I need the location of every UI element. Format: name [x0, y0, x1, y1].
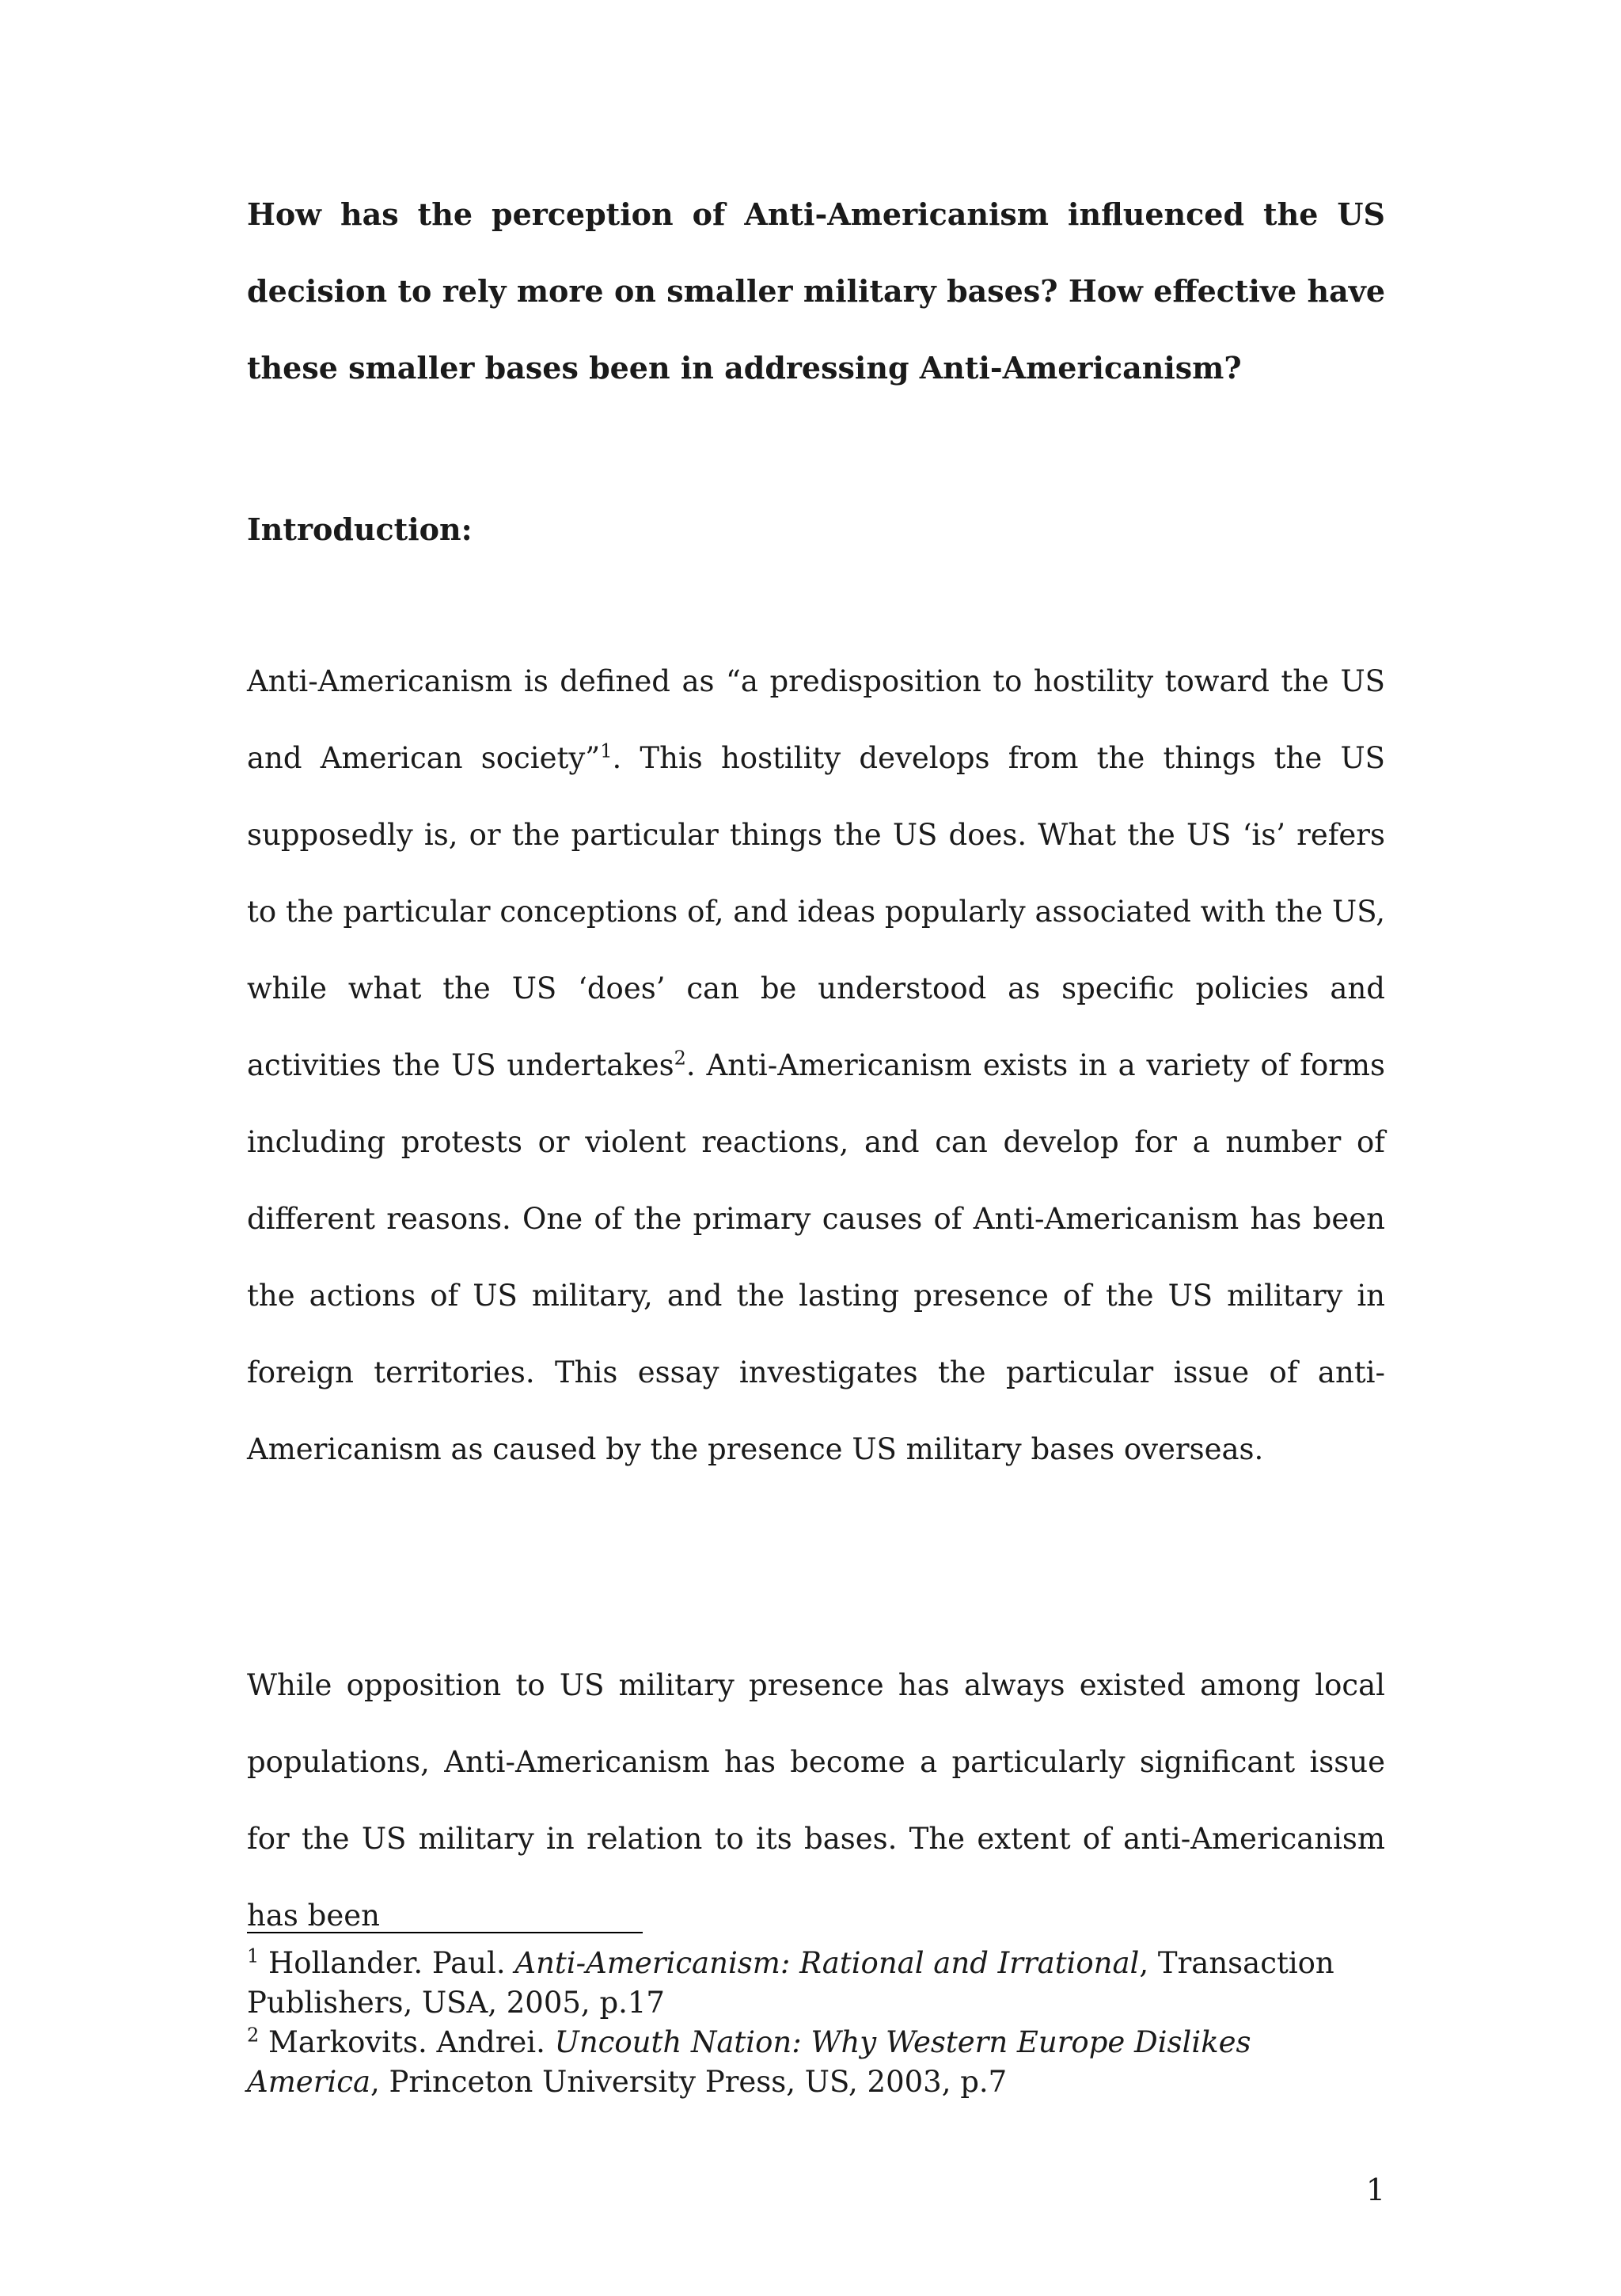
footnote-number: 2	[247, 2024, 260, 2047]
footnote-publication: , Princeton University Press, US, 2003, p.7	[370, 2065, 1008, 2099]
section-heading: Introduction:	[247, 511, 473, 547]
intro-paragraph	[247, 643, 1385, 1488]
footnote-ref-1[interactable]: 1	[600, 739, 613, 762]
intro-text-part1: Anti-Americanism is defined as “a predisposition to hostility toward the US and American society”	[247, 664, 1385, 775]
second-paragraph: While opposition to US military presence has always existed among local populations, Anti-Americanism has become a particularly significant issue for the US military in relation to its bases. The extent of anti-Americanism has been	[247, 1668, 1385, 1933]
footnote-separator	[247, 1932, 643, 1933]
footnote-2	[247, 2023, 1385, 2102]
footnote-book-title: Uncouth Nation: Why Western Europe Dislikes America	[247, 2025, 1251, 2099]
footnote-ref-2[interactable]: 2	[674, 1047, 686, 1070]
footnote-book-title: Anti-Americanism: Rational and Irrational	[514, 1946, 1140, 1980]
page-number: 1	[1365, 2172, 1385, 2207]
footnote-1	[247, 1944, 1385, 2023]
footnote-author: Markovits. Andrei.	[259, 2025, 555, 2059]
intro-text-part2: . This hostility develops from the things the US supposedly is, or the particular things the US does. What the US ‘is’ refers to the particular conceptions of, and ideas popularly associated with the US, while what the US ‘does’ can be understood as specific policies and activities the US undertakes	[247, 741, 1385, 1082]
footnote-number: 1	[247, 1944, 260, 1967]
essay-title: How has the perception of Anti-Americanism influenced the US decision to rely more on smaller military bases? How effective have these smaller bases been in addressing Anti-Americanism?	[247, 196, 1385, 386]
intro-text-part3: . Anti-Americanism exists in a variety of forms including protests or violent reactions, and can develop for a number of different reasons. One of the primary causes of Anti-Americanism has been the actions of US military, and the lasting presence of the US military in foreign territories. This essay investigates the particular issue of anti-Americanism as caused by the presence US military bases overseas.	[247, 1048, 1386, 1466]
footnote-author: Hollander. Paul.	[259, 1946, 515, 1980]
footnotes	[247, 1944, 1385, 2102]
footnote-publication: , Transaction Publishers, USA, 2005, p.17	[247, 1946, 1334, 2020]
